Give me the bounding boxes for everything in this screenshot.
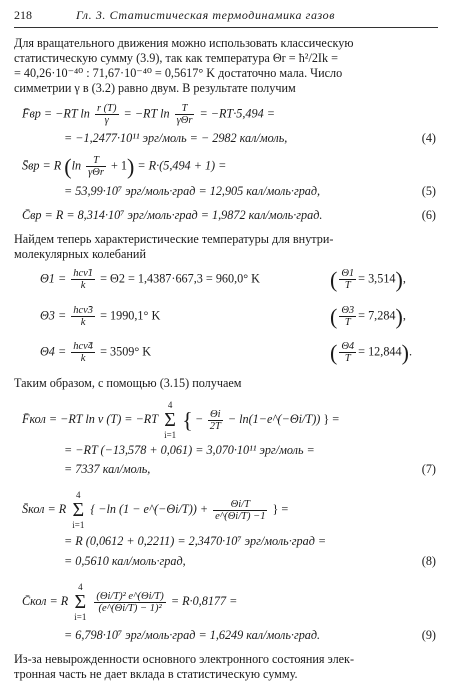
eq7-number: (7) <box>421 462 436 476</box>
para4-line1: Из-за невырожденности основного электронного состояния элек- <box>14 652 355 666</box>
eq4-lhs: F̄вр = −RT ln <box>22 106 90 121</box>
eq4-line1 <box>22 103 275 126</box>
theta3-ratio: ( $\frac{\Theta 3}{T}$ = 7,284), <box>330 304 406 329</box>
eq7-frac: $\frac{\Theta i}{2T}$ <box>209 408 221 432</box>
eq8-line3: = 0,5610 кал/моль·град, <box>64 554 186 568</box>
theta1-frac: $\frac{\text{hcν̃1}}{k}$ <box>73 268 94 291</box>
page-header <box>14 8 438 26</box>
eq8-sum: 4 Σ i=1 <box>72 490 85 530</box>
eq4-frac2: $\frac{T}{\text{γΘr}}$ <box>176 103 193 126</box>
para2-line2: молекулярных колебаний <box>14 247 146 261</box>
theta3-frac: $\frac{\text{hcν̃3}}{k}$ <box>73 305 94 328</box>
eq6-number: (6) <box>421 208 436 222</box>
eq7-line1: F̄кол = −RT ln v (T) = −RT 4 Σ i=1 { − $\frac{\Theta i}{2T}$ − ln(1−e^(−Θi/T)) } = <box>22 400 340 440</box>
eq9-line1 <box>22 582 237 622</box>
para3-line: Таким образом, с помощью (3.15) получаем <box>14 376 242 390</box>
eq4-number: (4) <box>421 131 436 145</box>
eq4-line2: = −1,2477·10¹¹ эрг/моль = − 2982 кал/моль, <box>64 131 288 145</box>
para1-line2: статистическую сумму (3.9), так как температура Θr = ħ²/2Ik = <box>14 51 338 65</box>
theta4-rhs: = 3509° K <box>100 344 152 359</box>
eq5-number: (5) <box>421 184 436 198</box>
eq8-line2: = R (0,0612 + 0,2211) = 2,3470·10⁷ эрг/моль·град = <box>64 534 327 548</box>
eq4-mid: = −RT ln <box>123 106 170 121</box>
theta1-rhs: = Θ2 = 1,4387·667,3 = 960,0° K <box>100 271 260 286</box>
eq6-text: C̄вр = R = 8,314·10⁷ эрг/моль·град = 1,9872 кал/моль·град. <box>22 208 323 222</box>
theta4-row <box>40 341 151 364</box>
theta4-frac: $\frac{\text{hcν̃4}}{k}$ <box>73 341 94 364</box>
eq8-number: (8) <box>421 554 436 568</box>
theta4-ratio: ( $\frac{\Theta 4}{T}$ = 12,844). <box>330 340 412 365</box>
eq5-rhs: = R·(5,494 + 1) = <box>137 158 227 173</box>
eq4-frac1: $\frac{r (T)}{\gamma}$ <box>96 103 117 126</box>
eq9-frac: $\frac{\text{(Θi/T)² e\textasciicircum{}(Θi/T)}}{\text{(e\textasciicircum{}(Θi/T) − 1)²}}$ <box>96 590 164 614</box>
theta3-rhs: = 1990,1° K <box>100 308 161 323</box>
eq7-lhs: F̄кол = −RT ln v (T) = −RT <box>22 411 159 426</box>
theta3-lhs: Θ3 = <box>40 308 67 323</box>
para1-line3: = 40,26·10⁻⁴⁰ : 71,67·10⁻⁴⁰ = 0,5617° K достаточно мала. Число <box>14 66 343 80</box>
header-rule <box>14 27 438 28</box>
eq7-line3: = 7337 кал/моль, <box>64 462 151 476</box>
eq7-sum: 4 Σ i=1 <box>164 400 177 440</box>
eq8-term-a: { −ln (1 − e^(−Θi/T)) + <box>90 501 209 516</box>
eq8-lhs: S̄кол = R <box>22 501 67 516</box>
theta1-row <box>40 268 260 291</box>
eq5-frac: $\frac{T}{\text{γΘr}}$ <box>88 155 104 178</box>
theta1-lhs: Θ1 = <box>40 271 67 286</box>
eq9-number: (9) <box>421 628 436 642</box>
theta3-row <box>40 305 160 328</box>
eq5-line1: S̄вр = R (ln $\frac{T}{\text{γΘr}}$ + 1) = R·(5,494 + 1) = <box>22 154 227 179</box>
running-title: Гл. 3. Статистическая термодинамика газов <box>76 8 336 22</box>
eq7-line2: = −RT (−13,578 + 0,061) = 3,070·10¹¹ эрг/моль = <box>64 443 315 457</box>
page-number: 218 <box>14 8 32 22</box>
eq8-frac: $\frac{\Theta i/T}{e\^{}(\Theta i/T) -1}$ <box>215 498 266 522</box>
eq7-term-b: − ln(1−e^(−Θi/T)) <box>227 411 321 426</box>
eq9-rhs: = R·0,8177 = <box>170 593 238 608</box>
para1-line1: Для вращательного движения можно использовать классическую <box>14 36 354 50</box>
eq4-rhs: = −RT·5,494 = <box>199 106 275 121</box>
eq9-sum: 4 Σ i=1 <box>74 582 87 622</box>
eq9-lhs: C̄кол = R <box>22 593 69 608</box>
eq8-line1: S̄кол = R 4 Σ i=1 { −ln (1 − e^(−Θi/T)) + $\frac{\Theta i/T}{e\^{}(\Theta i/T) -1}$ } = <box>22 490 289 530</box>
eq5-line2: = 53,99·10⁷ эрг/моль·град = 12,905 кал/моль·град, <box>64 184 321 198</box>
theta1-ratio: ( $\frac{\Theta 1}{T}$ = 3,514), <box>330 267 406 292</box>
theta4-lhs: Θ4 = <box>40 344 67 359</box>
para2-line1: Найдем теперь характеристические температуры для внутри- <box>14 232 334 246</box>
eq5-lhs: S̄вр = R <box>22 158 62 173</box>
para4-line2: тронная часть не дает вклада в статистическую сумму. <box>14 667 298 681</box>
para1-line4: симметрии γ в (3.2) равно двум. В результате получим <box>14 81 296 95</box>
eq9-line2: = 6,798·10⁷ эрг/моль·град = 1,6249 кал/моль·град. <box>64 628 321 642</box>
